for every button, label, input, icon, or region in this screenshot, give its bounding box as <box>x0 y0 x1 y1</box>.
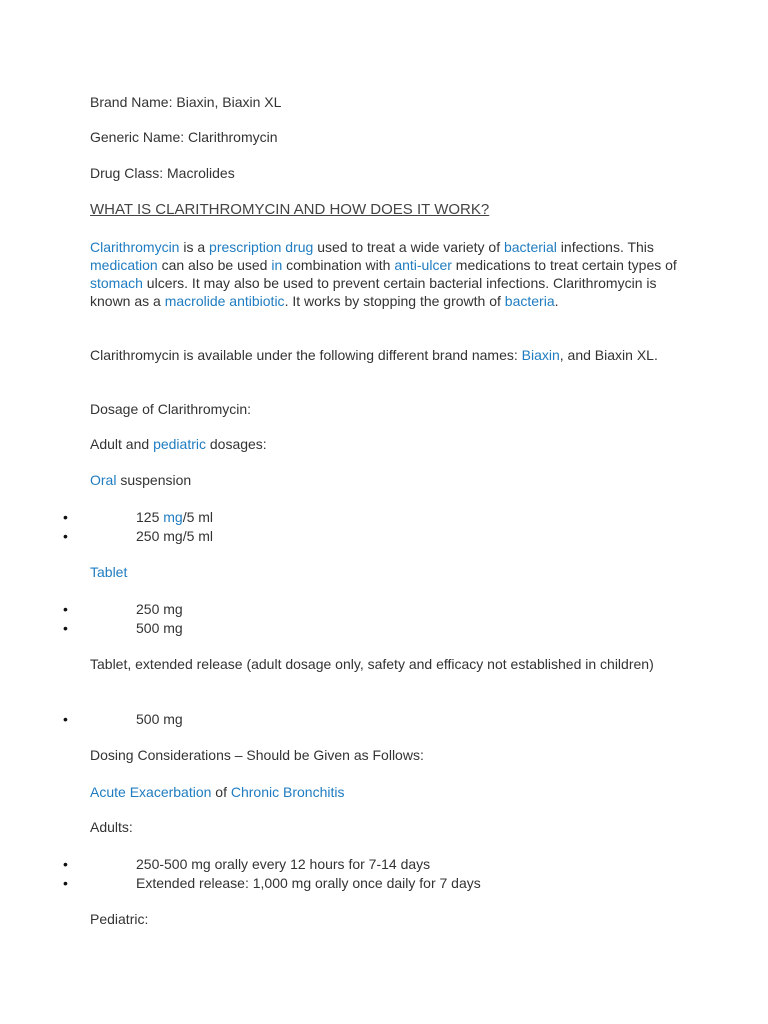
link-bacteria[interactable]: bacteria <box>504 293 555 309</box>
link-medication[interactable]: medication <box>90 257 158 273</box>
adult-pediatric-line <box>90 435 680 453</box>
dosage-title: Dosage of Clarithromycin: <box>90 401 252 417</box>
bullet-icon: • <box>63 509 68 525</box>
link-biaxin[interactable]: Biaxin <box>521 347 560 363</box>
list-item-text: 500 mg <box>136 711 183 727</box>
intro-text-2: used to treat a wide variety of <box>313 239 504 255</box>
intro-text-5: combination with <box>282 257 395 273</box>
list-item <box>0 619 768 637</box>
tablet-line <box>90 563 680 581</box>
dosing-considerations-line: Dosing Considerations – Should be Given as Follows: <box>90 747 424 763</box>
intro-paragraph <box>90 238 680 310</box>
availability-text-2: , and Biaxin XL. <box>559 347 658 363</box>
intro-text-6: medications to treat certain types of <box>451 257 677 273</box>
link-oral[interactable]: Oral <box>90 472 117 488</box>
link-chronic-bronchitis[interactable]: Chronic Bronchitis <box>230 784 345 800</box>
link-pediatric[interactable]: pediatric <box>153 436 206 452</box>
link-tablet[interactable]: Tablet <box>90 564 128 580</box>
intro-text-9: . <box>554 293 559 309</box>
bullet-icon: • <box>63 601 68 617</box>
intro-text-4: can also be used <box>157 257 272 273</box>
link-anti-ulcer[interactable]: anti-ulcer <box>394 257 452 273</box>
oral-suspension-text: suspension <box>116 472 192 488</box>
list-item-text: 250-500 mg orally every 12 hours for 7-14 days <box>136 856 431 872</box>
list-item <box>0 508 768 526</box>
bullet-icon: • <box>63 620 68 636</box>
list-item-text: 500 mg <box>136 620 183 636</box>
link-stomach[interactable]: stomach <box>90 275 143 291</box>
link-mg[interactable]: mg <box>163 509 183 525</box>
link-clarithromycin[interactable]: Clarithromycin <box>90 239 180 255</box>
list-item-text-pre: 125 <box>136 509 164 525</box>
intro-text-7: ulcers. It may also be used to prevent certain bacterial infections. Clarithromycin is known as a <box>90 275 657 309</box>
link-macrolide-antibiotic[interactable]: macrolide antibiotic <box>164 293 285 309</box>
list-item <box>0 600 768 618</box>
drug-class-line: Drug Class: Macrolides <box>90 165 235 181</box>
pediatric-label: Pediatric: <box>90 911 149 927</box>
link-acute-exacerbation[interactable]: Acute Exacerbation <box>90 784 212 800</box>
availability-text-1: Clarithromycin is available under the following different brand names: <box>90 347 522 363</box>
adult-pediatric-text-1: Adult and <box>90 436 154 452</box>
intro-text-3: infections. This <box>556 239 654 255</box>
brand-name-line: Brand Name: Biaxin, Biaxin XL <box>90 94 282 110</box>
list-item <box>0 874 768 892</box>
bullet-icon: • <box>63 856 68 872</box>
availability-paragraph <box>90 346 680 364</box>
link-in[interactable]: in <box>271 257 283 273</box>
list-item-text: 250 mg <box>136 601 183 617</box>
bullet-icon: • <box>63 528 68 544</box>
list-item <box>0 710 768 728</box>
bullet-icon: • <box>63 711 68 727</box>
oral-suspension-line <box>90 471 680 489</box>
list-item <box>0 855 768 873</box>
intro-text-8: . It works by stopping the growth of <box>284 293 505 309</box>
intro-text-1: is a <box>179 239 210 255</box>
adults-label: Adults: <box>90 819 133 835</box>
list-item-text <box>136 508 213 526</box>
tablet-er-line: Tablet, extended release (adult dosage only, safety and efficacy not established in children) <box>90 656 654 672</box>
adult-pediatric-text-2: dosages: <box>205 436 267 452</box>
section-heading: WHAT IS CLARITHROMYCIN AND HOW DOES IT WORK? <box>90 201 490 218</box>
link-bacterial[interactable]: bacterial <box>503 239 557 255</box>
list-item-text: 250 mg/5 ml <box>136 528 214 544</box>
list-item-text-post: /5 ml <box>182 509 214 525</box>
indication-text: of <box>211 784 231 800</box>
link-prescription-drug[interactable]: prescription drug <box>209 239 314 255</box>
list-item-text: Extended release: 1,000 mg orally once daily for 7 days <box>136 875 481 891</box>
bullet-icon: • <box>63 875 68 891</box>
indication-line <box>90 783 680 801</box>
generic-name-line: Generic Name: Clarithromycin <box>90 129 278 145</box>
list-item <box>0 527 768 545</box>
